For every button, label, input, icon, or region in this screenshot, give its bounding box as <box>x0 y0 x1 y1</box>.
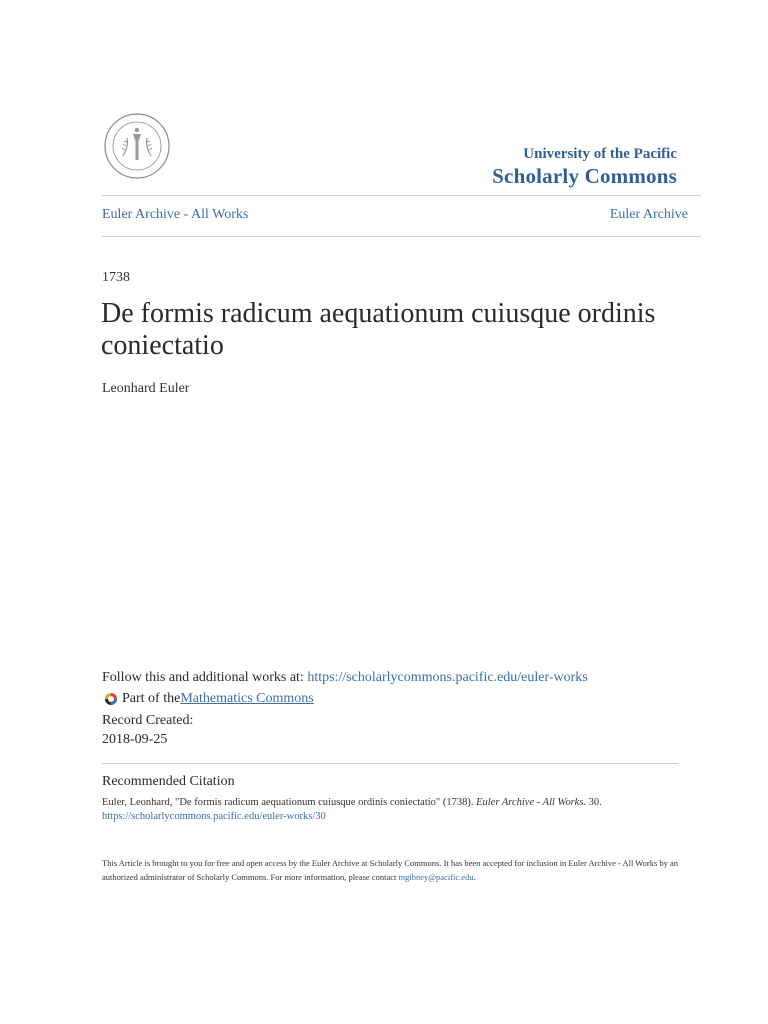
citation-text <box>102 796 682 824</box>
citation-body: Euler, Leonhard, "De formis radicum aequationum cuiusque ordinis coniectatio" (1738). <box>102 797 477 808</box>
citation-series: Euler Archive - All Works <box>476 797 584 808</box>
notice-end: . <box>473 872 476 882</box>
follow-label: Follow this and additional works at: <box>102 670 308 685</box>
follow-url-link[interactable]: https://scholarlycommons.pacific.edu/euler-works <box>307 670 588 685</box>
open-access-notice <box>102 856 682 884</box>
mathematics-commons-link[interactable]: Mathematics Commons <box>180 691 314 706</box>
university-name: University of the Pacific <box>523 146 677 162</box>
university-seal-icon <box>103 112 171 180</box>
header-divider <box>102 195 701 196</box>
creative-commons-icon <box>102 690 120 708</box>
citation-url-link[interactable]: https://scholarlycommons.pacific.edu/euler-works/30 <box>102 811 326 822</box>
follow-line <box>102 670 588 686</box>
recommended-citation-heading: Recommended Citation <box>102 774 235 789</box>
record-created-date: 2018-09-25 <box>102 732 168 747</box>
record-created-label: Record Created: <box>102 713 194 728</box>
notice-text: This Article is brought to you for free and open access by the Euler Archive at Scholarly Commons. It has been accepted for inclusion in Euler Archive - All Works by an authorized administrator of Scholarly Commons. For more information, please contact <box>102 858 679 882</box>
repository-brand[interactable] <box>492 145 677 189</box>
contact-email-link[interactable]: mgibney@pacific.edu <box>398 872 474 882</box>
citation-divider <box>102 763 678 764</box>
article-title: De formis radicum aequationum cuiusque ordinis coniectatio <box>101 298 656 361</box>
breadcrumb-collection-link[interactable]: Euler Archive - All Works <box>102 207 249 222</box>
citation-number: . 30. <box>583 797 602 808</box>
breadcrumb-divider <box>102 236 701 237</box>
publication-year: 1738 <box>102 270 130 285</box>
part-of-label: Part of the <box>122 691 181 706</box>
repository-name: Scholarly Commons <box>492 164 677 188</box>
article-author: Leonhard Euler <box>102 381 190 396</box>
breadcrumb-archive-link[interactable]: Euler Archive <box>609 207 688 222</box>
part-of-line <box>102 690 314 708</box>
